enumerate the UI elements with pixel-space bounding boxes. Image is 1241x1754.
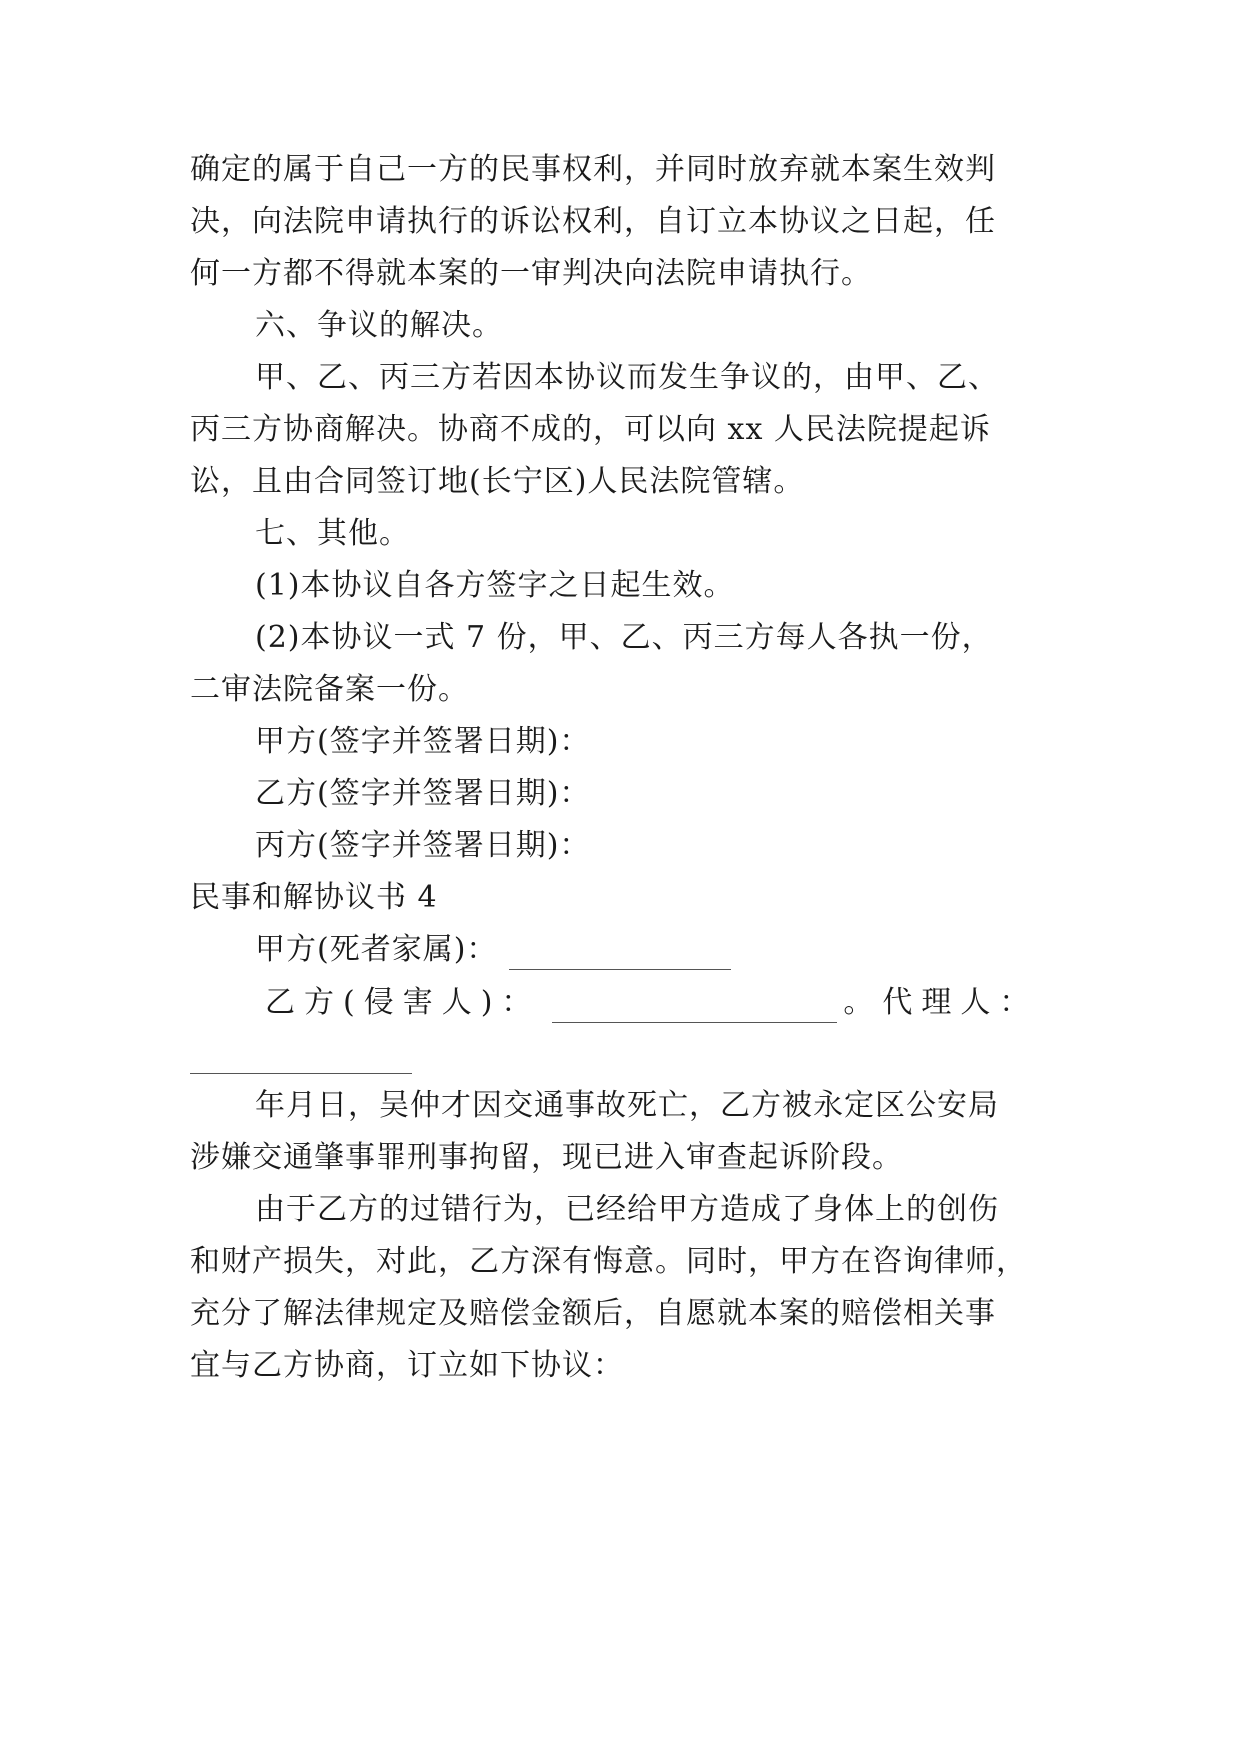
party-b-label: 乙方(侵害人)： <box>265 985 541 1020</box>
paragraph-line: 何一方都不得就本案的一审判决向法院申请执行。 <box>190 256 872 291</box>
paragraph-line: 决，向法院申请执行的诉讼权利，自订立本协议之日起，任 <box>190 204 996 239</box>
paragraph-line: 讼，且由合同签订地(长宁区)人民法院管辖。 <box>190 464 805 499</box>
signature-party-c: 丙方(签字并签署日期)： <box>255 828 591 863</box>
paragraph-line: 宜与乙方协商，订立如下协议： <box>190 1348 624 1383</box>
paragraph-line: 甲、乙、丙三方若因本协议而发生争议的，由甲、乙、 <box>255 360 999 395</box>
agent-blank <box>190 1043 412 1074</box>
party-a-label: 甲方(死者家属)： <box>255 932 498 967</box>
clause-item: (2)本协议一式 7 份，甲、乙、丙三方每人各执一份， <box>255 620 993 655</box>
party-a-line <box>255 930 1070 970</box>
party-b-blank <box>552 992 837 1023</box>
signature-party-b: 乙方(签字并签署日期)： <box>255 776 591 811</box>
agent-blank-line <box>190 1034 1070 1074</box>
paragraph-line: 确定的属于自己一方的民事权利，并同时放弃就本案生效判 <box>190 152 996 187</box>
paragraph-line: 充分了解法律规定及赔偿金额后，自愿就本案的赔偿相关事 <box>190 1296 996 1331</box>
party-a-blank <box>509 939 731 970</box>
paragraph-line: 丙三方协商解决。协商不成的，可以向 xx 人民法院提起诉 <box>190 412 991 447</box>
paragraph-line: 由于乙方的过错行为，已经给甲方造成了身体上的创伤 <box>255 1192 999 1227</box>
section-heading-dispute: 六、争议的解决。 <box>255 308 503 343</box>
document-title: 民事和解协议书 4 <box>190 880 438 915</box>
section-heading-other: 七、其他。 <box>255 516 410 551</box>
paragraph-line: 年月日，吴仲才因交通事故死亡，乙方被永定区公安局 <box>255 1088 999 1123</box>
paragraph-line: 和财产损失，对此，乙方深有悔意。同时，甲方在咨询律师， <box>190 1244 1027 1279</box>
paragraph-line: 二审法院备案一份。 <box>190 672 469 707</box>
clause-item: (1)本协议自各方签字之日起生效。 <box>255 568 735 603</box>
signature-party-a: 甲方(签字并签署日期)： <box>255 724 591 759</box>
agent-label: 。代理人： <box>843 985 1039 1020</box>
paragraph-line: 涉嫌交通肇事罪刑事拘留，现已进入审查起诉阶段。 <box>190 1140 903 1175</box>
party-b-line <box>265 983 1080 1023</box>
